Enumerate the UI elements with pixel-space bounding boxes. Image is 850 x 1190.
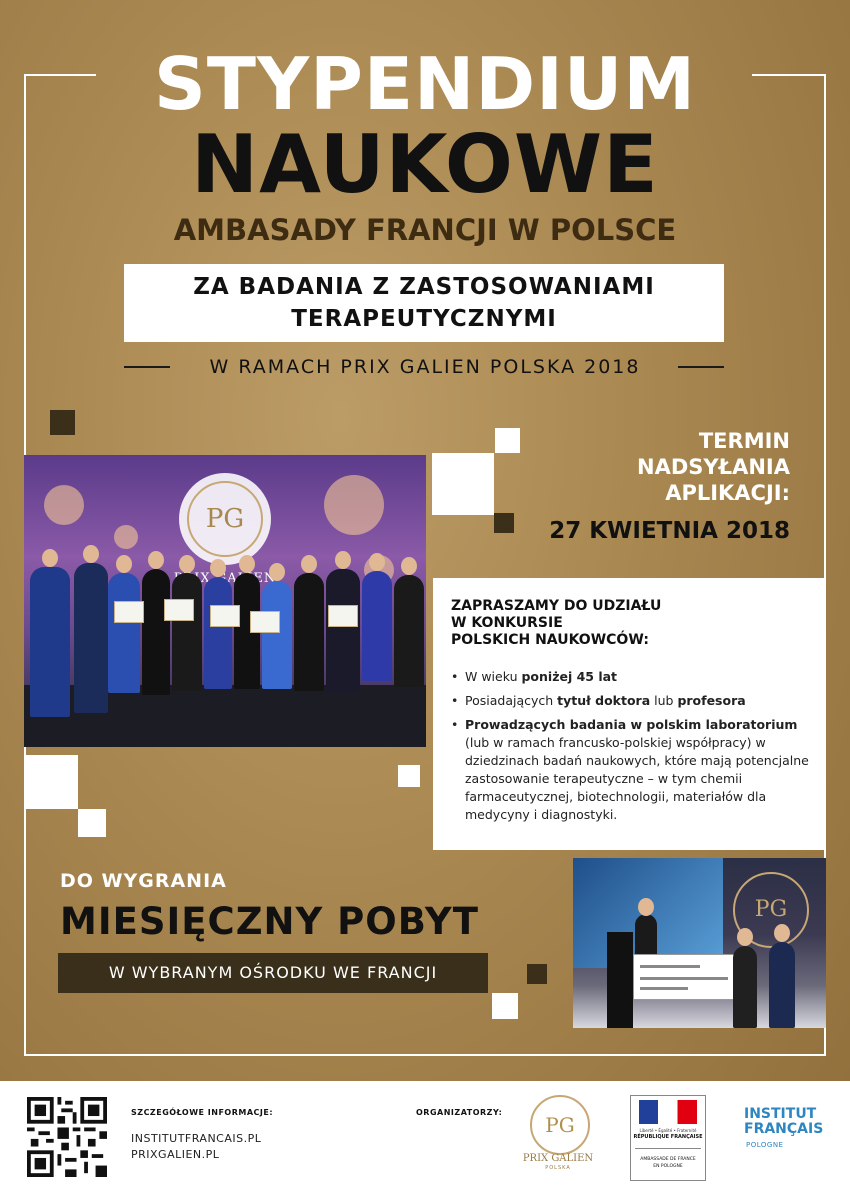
ambassade-motto: Liberté • Égalité • Fraternité <box>639 1128 697 1133</box>
subtitle-text <box>124 264 724 335</box>
deadline-date: 27 KWIETNIA 2018 <box>549 518 790 544</box>
diploma <box>328 605 358 627</box>
person <box>30 567 70 717</box>
link-prixgalien[interactable]: PRIXGALIEN.PL <box>131 1148 220 1161</box>
title-stypendium: STYPENDIUM <box>154 42 696 126</box>
person <box>74 563 108 713</box>
info-label: SZCZEGÓŁOWE INFORMACJE: <box>131 1108 274 1117</box>
podium <box>607 932 633 1028</box>
person-head <box>148 551 164 569</box>
deadline-label <box>490 428 790 506</box>
frame-line-bottom <box>24 1054 826 1056</box>
marianne-icon <box>639 1100 697 1124</box>
subtitle-line2: TERAPEUTYCZNYMI <box>291 306 557 332</box>
qr-code-icon[interactable] <box>27 1097 107 1177</box>
person-head <box>737 928 753 946</box>
diploma <box>164 599 194 621</box>
diploma <box>210 605 240 627</box>
person-head <box>42 549 58 567</box>
institut-francais-logo <box>744 1107 834 1137</box>
list-item <box>451 716 816 824</box>
prix-galien-logo: PG <box>530 1095 590 1155</box>
person-head <box>774 924 790 942</box>
person-head <box>335 551 351 569</box>
title-naukowe: NAUKOWE <box>191 118 659 211</box>
item-bold: tytuł doktora <box>557 693 651 708</box>
if-line2: FRANÇAIS <box>744 1121 824 1137</box>
pg-monogram: PG <box>187 481 263 557</box>
cheque-line <box>640 987 688 990</box>
invitation-card <box>433 578 826 850</box>
subtitle-box <box>124 264 724 342</box>
item-bold: poniżej 45 lat <box>521 669 618 684</box>
item-bold: Prowadzących badania w polskim laboratorium <box>465 717 798 732</box>
diploma <box>114 601 144 623</box>
list-item <box>451 692 816 710</box>
cheque <box>633 954 737 1000</box>
person <box>142 569 170 695</box>
item-text: Posiadających <box>465 693 558 708</box>
prize-label: DO WYGRANIA <box>60 870 227 892</box>
invitation-heading <box>451 598 811 649</box>
bokeh-light <box>44 485 84 525</box>
deco-square <box>50 410 75 435</box>
prix-galien-logo: PG <box>733 872 809 948</box>
if-line1: INSTITUT <box>744 1106 817 1122</box>
person <box>362 571 392 681</box>
ambassade-name-line2: EN POLOGNE <box>653 1164 683 1169</box>
cheque-line <box>640 965 700 968</box>
subtitle-line1: ZA BADANIA Z ZASTOSOWANIAMI <box>193 274 655 300</box>
invitation-heading-line3: POLSKICH NAUKOWCÓW: <box>451 632 649 648</box>
link-institutfrancais[interactable]: INSTITUTFRANCAIS.PL <box>131 1132 262 1145</box>
bullet: • <box>451 669 459 684</box>
bokeh-light <box>114 525 138 549</box>
person <box>204 577 232 689</box>
person-head <box>369 553 385 571</box>
title-ambasady: AMBASADY FRANCJI W POLSCE <box>173 213 677 247</box>
bullet: • <box>451 717 459 732</box>
ambassade-rule <box>635 1148 701 1149</box>
person <box>394 575 424 687</box>
if-sub: POLOGNE <box>746 1141 784 1149</box>
person <box>733 946 757 1028</box>
prize-sub: W WYBRANYM OŚRODKU WE FRANCJI <box>108 963 438 982</box>
prix-galien-logo <box>179 473 271 565</box>
deco-square <box>492 993 518 1019</box>
item-text: W wieku <box>465 669 522 684</box>
deco-square <box>78 809 106 837</box>
person-head <box>239 555 255 573</box>
deadline-line3: APLIKACJI: <box>665 481 790 505</box>
item-text: (lub w ramach francusko-polskiej współpracy) w dziedzinach badań naukowych, które mają potencjalne zastosowanie terapeutyczne – w tym chemii farmaceutycznej, biotechnologii, materiałów dla medycyny i diagnostyki. <box>465 735 809 822</box>
person-head <box>210 559 226 577</box>
prize-sub-box <box>58 953 488 993</box>
person-head <box>269 563 285 581</box>
pg-sub: POLSKA <box>545 1165 571 1171</box>
ambassade-name-line1: AMBASSADE DE FRANCE <box>640 1157 696 1162</box>
person <box>769 942 795 1028</box>
person-head <box>116 555 132 573</box>
deadline-line2: NADSYŁANIA <box>637 455 790 479</box>
award-presentation-photo <box>573 858 826 1028</box>
deco-square <box>24 755 78 809</box>
item-text: lub <box>650 693 678 708</box>
person-head <box>301 555 317 573</box>
cheque-line <box>640 977 728 980</box>
person <box>262 581 292 689</box>
edition-text: W RAMACH PRIX GALIEN POLSKA 2018 <box>209 356 641 378</box>
ambassade-republic: RÉPUBLIQUE FRANÇAISE <box>633 1134 703 1140</box>
bokeh-light <box>324 475 384 535</box>
deco-square <box>527 964 547 984</box>
award-ceremony-photo <box>24 455 426 747</box>
invitation-heading-line2: W KONKURSIE <box>451 615 563 631</box>
diploma <box>250 611 280 633</box>
person-head <box>638 898 654 916</box>
ambassade-logo <box>630 1095 706 1181</box>
ambassade-name <box>633 1156 703 1170</box>
deco-square <box>398 765 420 787</box>
deco-square <box>432 453 494 515</box>
footer <box>0 1081 850 1190</box>
deadline-line1: TERMIN <box>698 429 790 453</box>
person-head <box>83 545 99 563</box>
eligibility-list <box>451 668 816 830</box>
organizers-label: ORGANIZATORZY: <box>416 1108 503 1117</box>
person <box>172 573 202 691</box>
person <box>326 569 360 693</box>
prize-main: MIESIĘCZNY POBYT <box>60 900 479 943</box>
person-head <box>401 557 417 575</box>
item-bold: profesora <box>677 693 746 708</box>
person <box>294 573 324 691</box>
person-head <box>179 555 195 573</box>
bullet: • <box>451 693 459 708</box>
invitation-heading-line1: ZAPRASZAMY DO UDZIAŁU <box>451 598 662 614</box>
list-item <box>451 668 816 686</box>
pg-caption: PRIX GALIEN <box>522 1153 594 1164</box>
person <box>108 573 140 693</box>
